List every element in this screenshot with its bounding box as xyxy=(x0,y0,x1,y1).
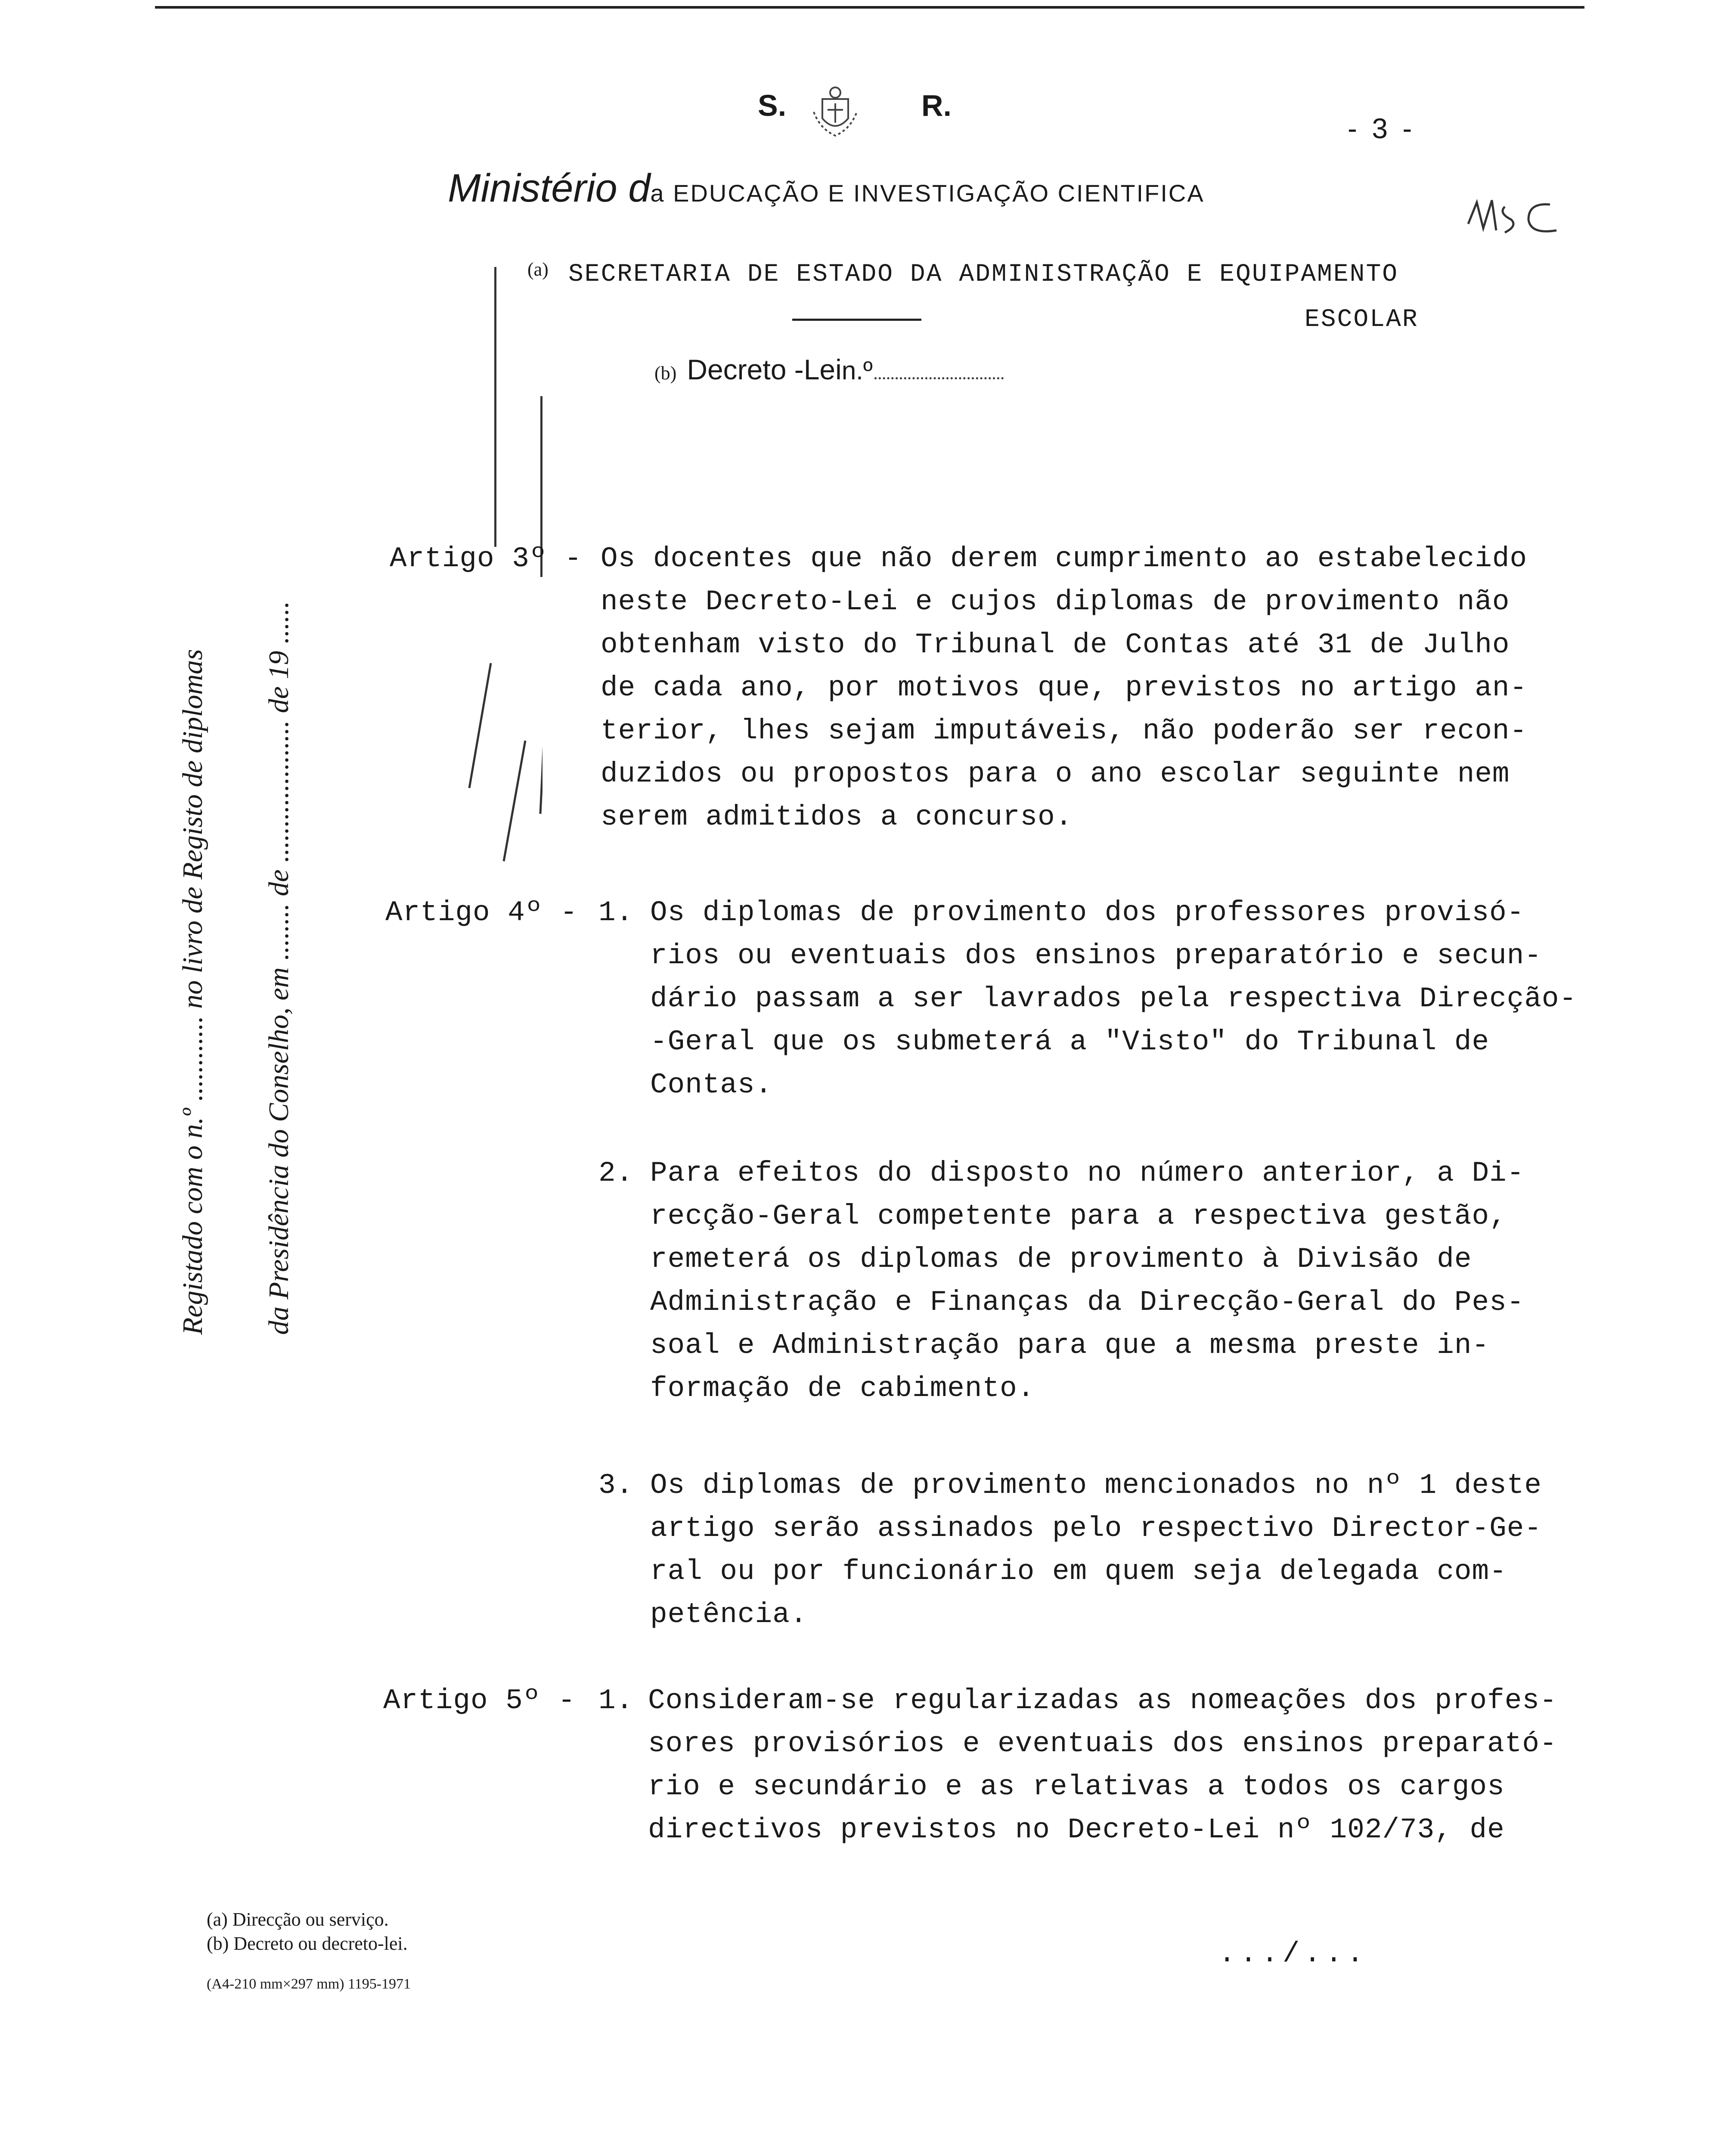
article-4-1-line: dário passam a ser lavrados pela respectiva Direcção- xyxy=(650,983,1577,1015)
article-4-2-line: formação de cabimento. xyxy=(650,1372,1035,1405)
article-5-1-line: directivos previstos no Decreto-Lei nº 102/73, de xyxy=(648,1814,1505,1846)
article-4-item-2-body xyxy=(650,1152,1524,1410)
article-4-2-line: recção-Geral competente para a respectiva gestão, xyxy=(650,1200,1507,1232)
article-4-1-line: Contas. xyxy=(650,1069,773,1101)
article-4-item-1-body xyxy=(650,891,1577,1107)
decreto-number-field xyxy=(874,377,1004,379)
article-4-2-line: soal e Administração para que a mesma preste in- xyxy=(650,1329,1490,1362)
margin-text-line2: da Presidência do Conselho, em ........ de .................... de 19 ...... xyxy=(263,601,294,1335)
article-4-item-3-body xyxy=(650,1464,1542,1636)
margin-bar-header xyxy=(494,267,496,547)
article-4-item-3-number: 3. xyxy=(598,1469,634,1502)
page-number: - 3 - xyxy=(1348,112,1416,144)
secretaria-line2: ESCOLAR xyxy=(1305,306,1419,334)
ministry-line xyxy=(448,166,1205,211)
article-4-1-line: Os diplomas de provimento dos professores provisó- xyxy=(650,897,1525,929)
article-3-label: Artigo 3º - xyxy=(390,543,582,575)
article-3-line: de cada ano, por motivos que, previstos no artigo an- xyxy=(601,672,1528,704)
article-5-1-line: rio e secundário e as relativas a todos os cargos xyxy=(648,1771,1505,1803)
article-4-item-1-number: 1. xyxy=(598,897,634,929)
ministry-prefix: Ministério d xyxy=(448,166,651,210)
decreto-label: Decreto -Lei xyxy=(687,354,842,385)
top-rule xyxy=(155,6,1584,9)
hand-marks xyxy=(439,646,542,870)
article-4-3-line: petência. xyxy=(650,1598,808,1631)
article-3-line: obtenham visto do Tribunal de Contas até 31 de Julho xyxy=(601,629,1510,661)
article-4-2-line: Administração e Finanças da Direcção-Geral do Pes- xyxy=(650,1286,1525,1318)
footnote-a: (a) Direcção ou serviço. xyxy=(207,1909,389,1930)
article-3-body xyxy=(601,537,1527,839)
note-a-marker: (a) xyxy=(527,259,549,280)
article-4-1-line: rios ou eventuais dos ensinos preparatório e secun- xyxy=(650,940,1542,972)
article-5-1-line: Consideram-se regularizadas as nomeações dos profes- xyxy=(648,1685,1557,1717)
article-5-item-1-body xyxy=(648,1679,1557,1852)
article-4-1-line: -Geral que os submeterá a "Visto" do Tribunal de xyxy=(650,1026,1490,1058)
margin-registration-line1 xyxy=(177,649,209,1335)
decreto-line xyxy=(654,353,1004,386)
coat-of-arms-icon xyxy=(809,82,861,142)
ministry-name: a EDUCAÇÃO E INVESTIGAÇÃO CIENTIFICA xyxy=(650,180,1205,207)
continuation-mark: .../... xyxy=(1218,1938,1368,1970)
article-4-2-line: Para efeitos do disposto no número anterior, a Di- xyxy=(650,1157,1525,1189)
article-5-label: Artigo 5º - xyxy=(383,1685,576,1717)
initials-mark xyxy=(1464,189,1563,245)
note-b-marker: (b) xyxy=(654,363,677,384)
margin-registration-line2 xyxy=(263,601,295,1335)
article-5-1-line: sores provisórios e eventuais dos ensinos preparató- xyxy=(648,1728,1557,1760)
article-4-item-2-number: 2. xyxy=(598,1157,634,1189)
secretaria-line1: SECRETARIA DE ESTADO DA ADMINISTRAÇÃO E EQUIPAMENTO xyxy=(568,261,1399,289)
article-3-line: serem admitidos a concurso. xyxy=(601,801,1073,833)
article-4-2-line: remeterá os diplomas de provimento à Divisão de xyxy=(650,1243,1472,1275)
article-5-item-1-number: 1. xyxy=(598,1685,634,1717)
article-4-3-line: Os diplomas de provimento mencionados no nº 1 deste xyxy=(650,1469,1542,1502)
article-3-line: Os docentes que não derem cumprimento ao estabelecido xyxy=(601,543,1528,575)
emblem-left: S. xyxy=(758,89,787,122)
article-3-line: terior, lhes sejam imputáveis, não poderão ser recon- xyxy=(601,715,1528,747)
emblem-right: R. xyxy=(921,89,952,122)
article-4-3-line: artigo serão assinados pelo respectivo Director-Ge- xyxy=(650,1512,1542,1545)
footnote-b: (b) Decreto ou decreto-lei. xyxy=(207,1933,408,1954)
decorative-dash xyxy=(792,319,921,321)
article-4-label: Artigo 4º - xyxy=(385,897,578,929)
margin-text-line1: Registado com o n.º ............ no livro de Registo de diplomas xyxy=(177,649,208,1335)
form-reference: (A4-210 mm×297 mm) 1195-1971 xyxy=(207,1976,411,1992)
article-4-3-line: ral ou por funcionário em quem seja delegada com- xyxy=(650,1555,1507,1588)
article-3-line: duzidos ou propostos para o ano escolar seguinte nem xyxy=(601,758,1510,790)
decreto-number-label: n.º xyxy=(841,356,873,385)
article-3-line: neste Decreto-Lei e cujos diplomas de provimento não xyxy=(601,586,1510,618)
